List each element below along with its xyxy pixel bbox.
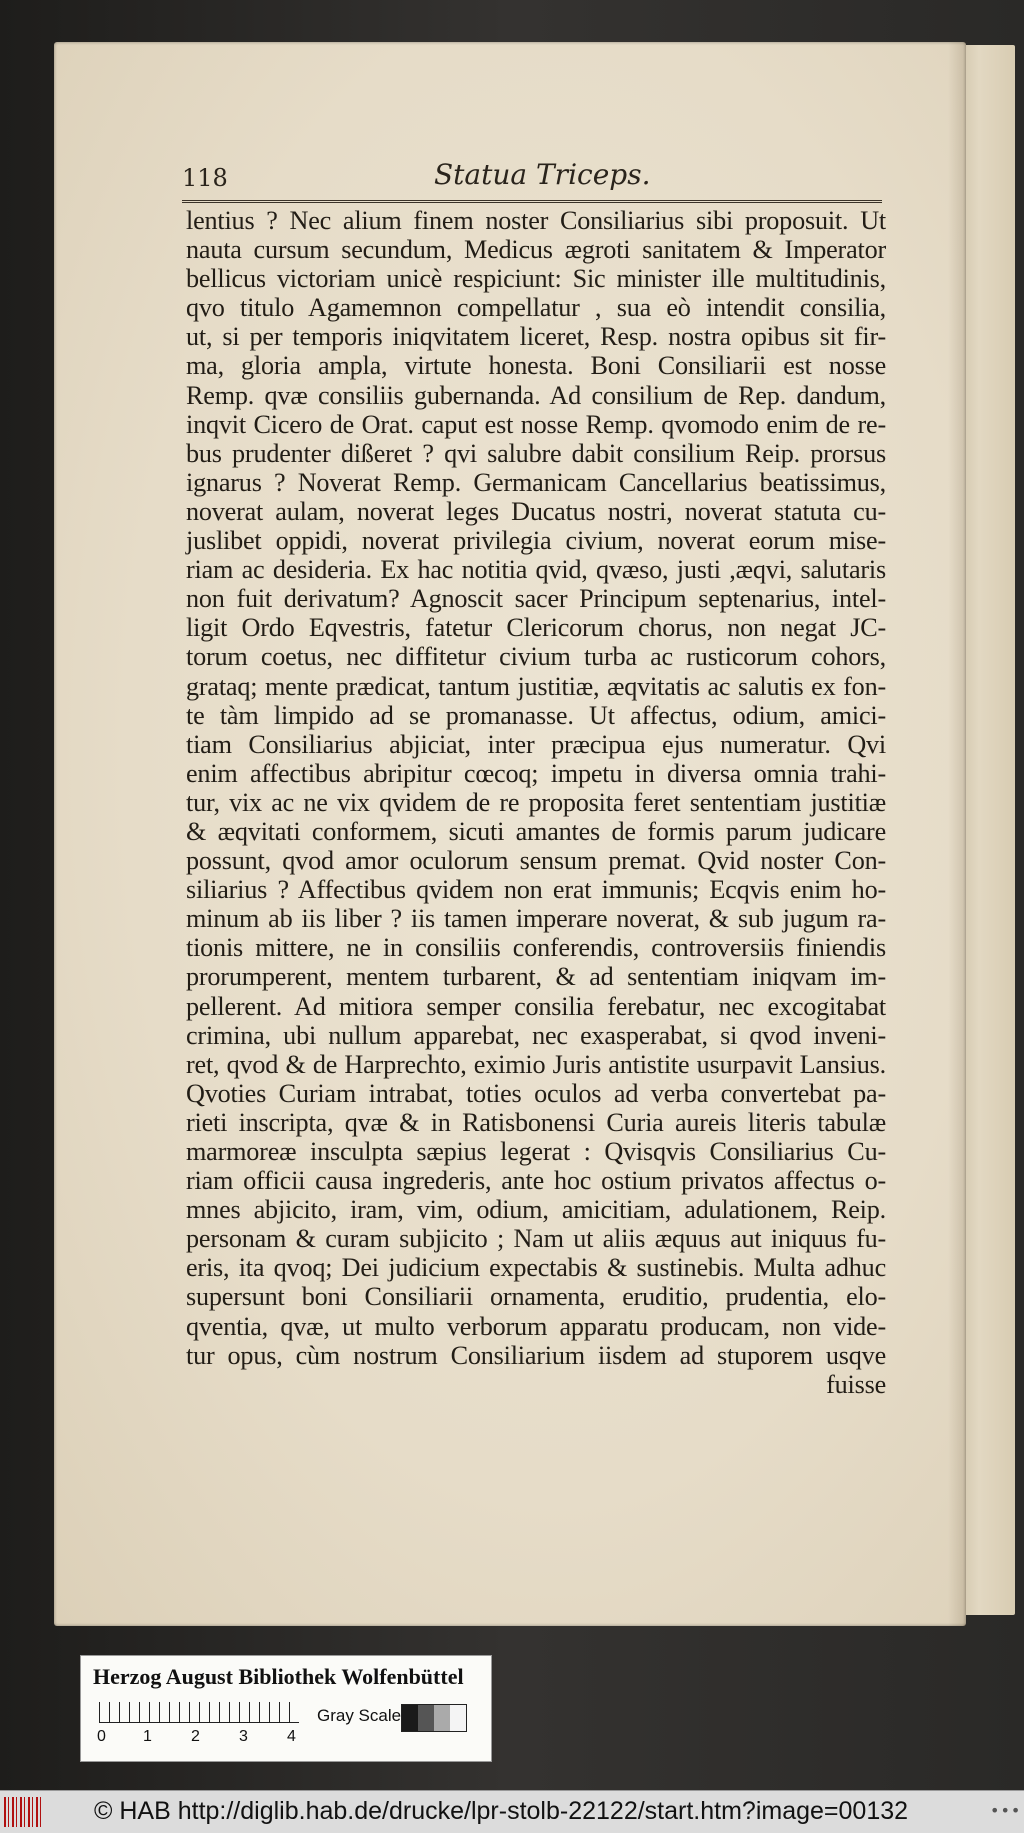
color-reference-card — [80, 1655, 492, 1762]
page-header — [182, 158, 882, 192]
body-text — [186, 206, 886, 1399]
text-line: inqvit Cicero de Orat. caput est nosse Remp. qvomodo enim de re- — [186, 409, 886, 439]
library-name: Herzog August Bibliothek Wolfenbüttel — [93, 1664, 464, 1689]
ruler-label: 0 — [97, 1728, 106, 1745]
more-icon[interactable]: ••• — [990, 1801, 1022, 1820]
text-line: bellicus victoriam unicè respiciunt: Sic minister ille multitudinis, — [186, 264, 886, 294]
text-line: eris, ita qvoq; Dei judicium expectabis & sustinebis. Multa adhuc — [186, 1253, 886, 1283]
text-line: pellerent. Ad mitiora semper consilia ferebatur, nec excogitabat — [186, 991, 886, 1021]
footer-bar — [0, 1790, 1024, 1833]
text-line: & æqvitati conformem, sicuti amantes de formis parum judicare — [186, 816, 886, 846]
catchword: fuisse — [826, 1369, 886, 1399]
text-line: mnes abjicito, iram, vim, odium, amicitiam, adulationem, Reip. — [186, 1195, 886, 1225]
text-line: qventia, qvæ, ut multo verborum apparatu producam, non vide- — [186, 1311, 886, 1341]
text-line: non fuit derivatum? Agnoscit sacer Principum septenarius, intel- — [186, 584, 886, 614]
text-line: te tàm limpido ad se promanasse. Ut affectus, odium, amici- — [186, 700, 886, 730]
text-line: Remp. qvæ consiliis gubernanda. Ad consilium de Rep. dandum, — [186, 380, 886, 410]
ruler-label: 3 — [239, 1728, 248, 1745]
hab-logo-icon — [4, 1797, 44, 1827]
text-line: grataq; mente prædicat, tantum justitiæ, æqvitatis ac salutis ex fon- — [186, 671, 886, 701]
grayscale-label: Gray Scale — [317, 1706, 402, 1725]
text-line: tionis mittere, ne in consiliis conferendis, controversiis finiendis — [186, 933, 886, 963]
text-line: ignarus ? Noverat Remp. Germanicam Cancellarius beatissimus, — [186, 467, 886, 497]
text-line: Qvoties Curiam intrabat, toties oculos ad verba convertebat pa- — [186, 1078, 886, 1108]
header-rule — [182, 200, 882, 203]
text-line: prorumperent, mentem turbarent, & ad sententiam iniqvam im- — [186, 962, 886, 992]
text-line: tur, vix ac ne vix qvidem de re proposita feret sententiam justitiæ — [186, 787, 886, 817]
text-line: bus prudenter dißeret ? qvi salubre dabit consilium Reip. prorsus — [186, 438, 886, 468]
grayscale-swatch — [401, 1704, 467, 1732]
text-line: qvo titulo Agamemnon compellatur , sua eò intendit consilia, — [186, 293, 886, 323]
text-line: possunt, qvod amor oculorum sensum premat. Qvid noster Con- — [186, 846, 886, 876]
text-line: marmoreæ insculpta sæpius legerat : Qvisqvis Consiliarius Cu- — [186, 1137, 886, 1166]
text-line: nauta cursum secundum, Medicus ægroti sanitatem & Imperator — [186, 235, 886, 265]
text-line: tiam Consiliarius abjiciat, inter præcipua ejus numeratur. Qvi — [186, 729, 886, 759]
text-line: ret, qvod & de Harprechto, eximio Juris antistite usurpavit Lansius. — [186, 1049, 886, 1079]
text-line: torum coetus, nec diffitetur civium turba ac rusticorum cohors, — [186, 642, 886, 672]
text-line: tur opus, cùm nostrum Consiliarium iisdem ad stuporem usqve — [186, 1340, 886, 1370]
page-number: 118 — [182, 164, 228, 192]
text-line: siliarius ? Affectibus qvidem non erat immunis; Ecqvis enim ho- — [186, 875, 886, 905]
ruler-label: 4 — [287, 1728, 296, 1745]
text-line: riam ac desideria. Ex hac notitia qvid, qvæso, justi ,æqvi, salutaris — [186, 555, 886, 585]
text-line: rieti inscripta, qvæ & in Ratisbonensi Curia aureis literis tabulæ — [186, 1107, 886, 1137]
text-line: lentius ? Nec alium finem noster Consiliarius sibi proposuit. Ut — [186, 206, 886, 235]
text-line: ligit Ordo Eqvestris, fatetur Clericorum chorus, non negat JC- — [186, 613, 886, 643]
text-line: minum ab iis liber ? iis tamen imperare noverat, & sub jugum ra- — [186, 904, 886, 934]
footer-url[interactable]: © HAB http://diglib.hab.de/drucke/lpr-stolb-22122/start.htm?image=00132 — [94, 1797, 909, 1825]
text-line: ut, si per temporis iniqvitatem liceret, Resp. nostra opibus sit fir- — [186, 322, 886, 352]
text-line: juslibet oppidi, noverat privilegia civium, noverat eorum mise- — [186, 526, 886, 556]
ruler-label: 2 — [191, 1728, 200, 1745]
text-line: crimina, ubi nullum apparebat, nec exasperabat, si qvod inveni- — [186, 1020, 886, 1050]
ruler-labels — [93, 1728, 323, 1752]
running-title: Statua Triceps. — [434, 158, 651, 191]
text-line: supersunt boni Consiliarii ornamenta, eruditio, prudentia, elo- — [186, 1282, 886, 1312]
text-line: riam officii causa ingrederis, ante hoc ostium privatos affectus o- — [186, 1166, 886, 1196]
ruler-label: 1 — [143, 1728, 152, 1745]
text-line: enim affectibus abripitur cœcoq; impetu in diversa omnia trahi- — [186, 758, 886, 788]
ruler-scale — [99, 1702, 299, 1723]
text-line: ma, gloria ampla, virtute honesta. Boni Consiliarii est nosse — [186, 351, 886, 381]
text-line: noverat aulam, noverat leges Ducatus nostri, noverat statuta cu- — [186, 496, 886, 526]
text-line: personam & curam subjicito ; Nam ut aliis æquus aut iniquus fu- — [186, 1224, 886, 1254]
